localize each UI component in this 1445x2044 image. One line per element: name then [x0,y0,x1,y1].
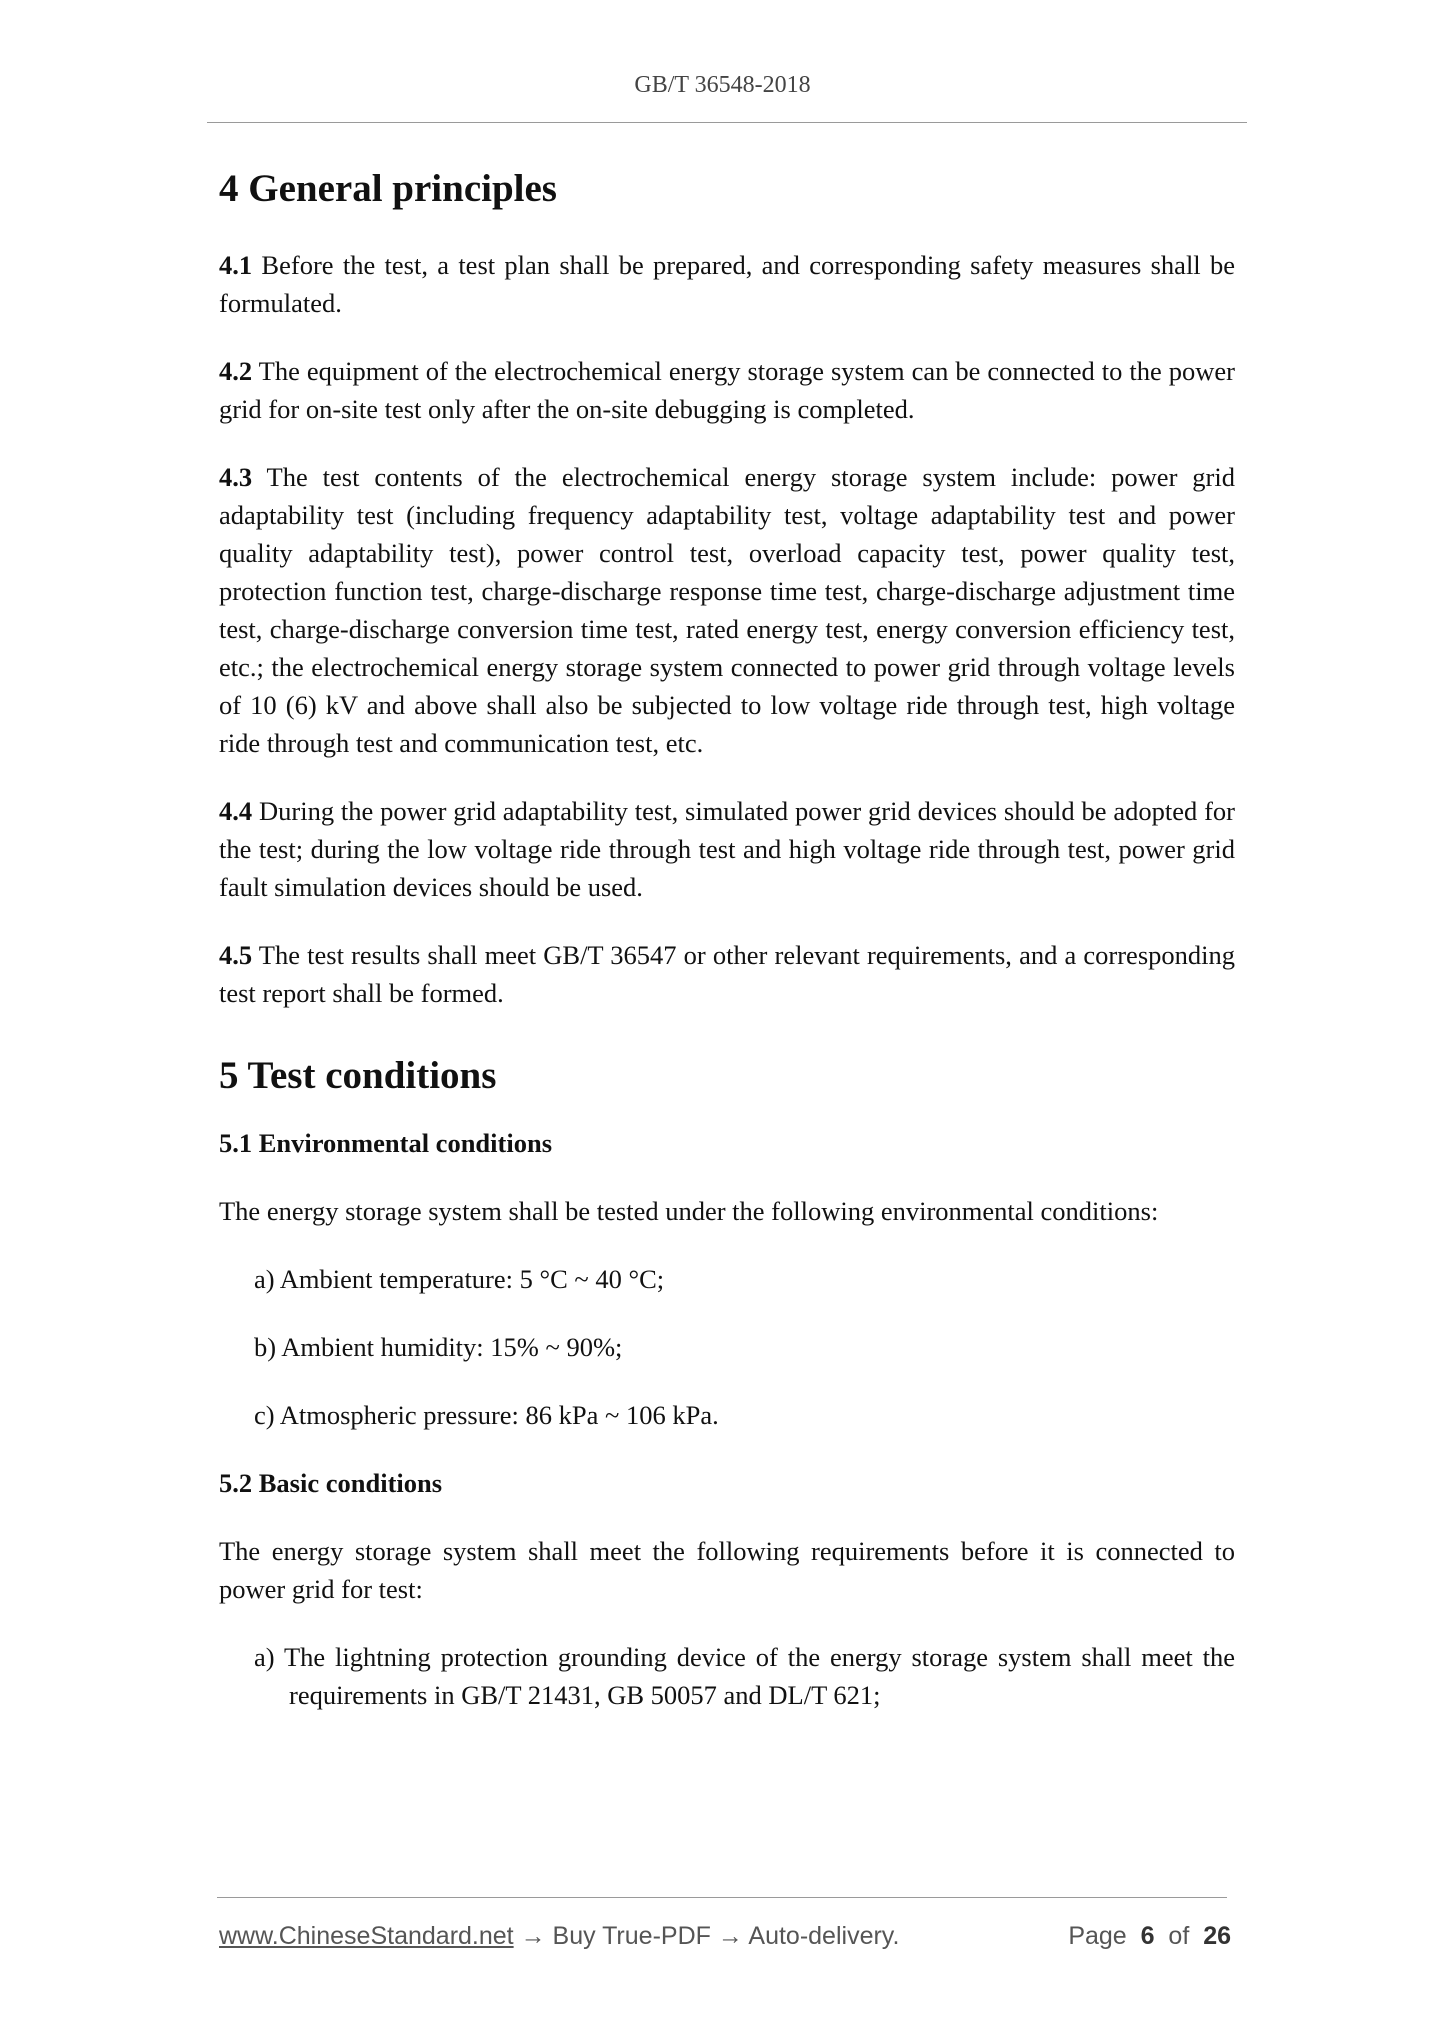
of-word: of [1168,1922,1190,1950]
footer-tagline: → Buy True-PDF → Auto-delivery. [513,1922,900,1950]
site-link[interactable]: www.ChineseStandard.net [219,1922,514,1950]
list-item: b) Ambient humidity: 15% ~ 90%; [254,1332,623,1362]
header-doc-code: GB/T 36548-2018 [634,72,811,98]
page-total: 26 [1203,1922,1231,1950]
list-item: a) The lightning protection grounding device of the energy storage system shall meet the requirements in GB/T 21431, GB 50057 and DL/T 621; [254,1642,1235,1710]
clause-text: During the power grid adaptability test, simulated power grid devices should be adopted for the test; during the low voltage ride through test and high voltage ride through test, power grid fault simulation devices should be used. [219,796,1235,902]
section-5-heading: 5 Test conditions [219,1054,497,1097]
subsection-5-2-heading: 5.2 Basic conditions [219,1468,443,1498]
clause-number: 4.1 [219,250,253,280]
subsection-5-1-heading: 5.1 Environmental conditions [219,1128,553,1158]
clause-number: 4.4 [219,796,253,826]
clause-number: 4.3 [219,462,253,492]
paragraph-4-1 [219,246,1235,322]
section-4-heading: 4 General principles [219,167,557,210]
clause-number: 4.5 [219,940,253,970]
environmental-intro: The energy storage system shall be tested under the following environmental conditions: [219,1196,1159,1226]
page-current: 6 [1140,1922,1155,1950]
footer-divider [217,1897,1227,1898]
clause-text: The test results shall meet GB/T 36547 or other relevant requirements, and a corresponding test report shall be formed. [219,940,1235,1008]
paragraph-4-3 [219,458,1235,762]
clause-text: The test contents of the electrochemical energy storage system include: power grid adaptability test (including frequency adaptability test, voltage adaptability test and power quality adaptability test), power control test, overload capacity test, power quality test, protection function test, charge-discharge response time test, charge-discharge adjustment time test, charge-discharge conversion time test, rated energy test, energy conversion efficiency test, etc.; the electrochemical energy storage system connected to power grid through voltage levels of 10 (6) kV and above shall also be subjected to low voltage ride through test, high voltage ride through test and communication test, etc. [219,462,1235,758]
clause-text: Before the test, a test plan shall be prepared, and corresponding safety measures shall be formulated. [219,250,1235,318]
page-word: Page [1068,1922,1127,1950]
paragraph-4-4 [219,792,1235,906]
page-body [219,165,1235,1714]
list-item: c) Atmospheric pressure: 86 kPa ~ 106 kPa. [254,1400,719,1430]
clause-number: 4.2 [219,356,253,386]
basic-conditions-intro: The energy storage system shall meet the following requirements before it is connected to power grid for test: [219,1536,1235,1604]
paragraph-4-5 [219,936,1235,1012]
header-divider [207,122,1247,123]
list-item: a) Ambient temperature: 5 °C ~ 40 °C; [254,1264,665,1294]
paragraph-4-2 [219,352,1235,428]
page-indicator [1068,1922,1231,1951]
clause-text: The equipment of the electrochemical energy storage system can be connected to the power grid for on-site test only after the on-site debugging is completed. [219,356,1235,424]
footer [219,1922,1231,1958]
footer-left [219,1922,899,1951]
